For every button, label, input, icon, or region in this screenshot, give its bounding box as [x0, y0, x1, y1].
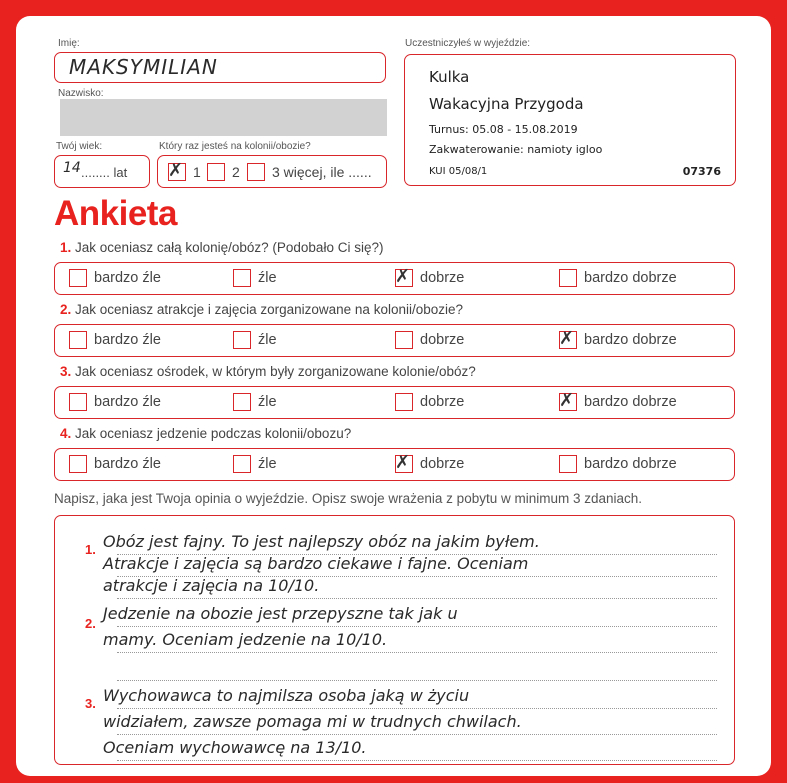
opinion-number: 1. [85, 542, 96, 557]
question-number: 2. [60, 302, 72, 317]
question-number: 1. [60, 240, 72, 255]
option-label: źle [258, 270, 277, 286]
ruled-line [117, 734, 717, 735]
option-label: 1 [193, 164, 201, 180]
checkbox[interactable] [168, 160, 186, 181]
option-label: dobrze [420, 332, 465, 348]
handwritten-line: mamy. Oceniam jedzenie na 10/10. [103, 630, 388, 649]
option-label: źle [258, 456, 277, 472]
checkbox[interactable] [207, 163, 225, 181]
checkbox[interactable] [233, 455, 251, 473]
answer-option[interactable] [395, 392, 464, 412]
check-mark-icon: ✗ [395, 266, 411, 287]
ruled-line [117, 626, 717, 627]
handwritten-line: Oceniam wychowawcę na 13/10. [103, 738, 367, 757]
handwritten-line: widziałem, zawsze pomaga mi w trudnych chwilach. [103, 712, 522, 731]
option-label: bardzo dobrze [584, 332, 677, 348]
which-time-option-1[interactable] [168, 162, 201, 182]
option-label: 2 [232, 164, 240, 180]
question-text: Jak oceniasz atrakcje i zajęcia zorganizowane na kolonii/obozie? [75, 302, 464, 317]
answer-option[interactable] [559, 268, 677, 288]
handwritten-line: atrakcje i zajęcia na 10/10. [103, 576, 320, 595]
checkbox[interactable] [233, 269, 251, 287]
answer-option[interactable] [559, 392, 677, 412]
checkbox[interactable] [395, 452, 413, 473]
ruled-line [117, 598, 717, 599]
question-1 [60, 240, 383, 255]
trip-turnus: Turnus: 05.08 - 15.08.2019 [429, 123, 578, 136]
checkbox[interactable] [233, 331, 251, 349]
first-name-label: Imię: [58, 38, 80, 49]
answer-option[interactable] [559, 330, 677, 350]
check-mark-icon: ✗ [559, 390, 575, 411]
question-text: Jak oceniasz ośrodek, w którym były zorganizowane kolonie/obóz? [75, 364, 476, 379]
handwritten-line: Obóz jest fajny. To jest najlepszy obóz na jakim byłem. [103, 532, 540, 551]
survey-sheet [16, 16, 771, 776]
answer-option[interactable] [395, 330, 464, 350]
question-3 [60, 364, 476, 379]
which-time-option-3[interactable] [247, 162, 372, 182]
ruled-line [117, 708, 717, 709]
survey-title: Ankieta [54, 194, 177, 233]
checkbox[interactable] [559, 328, 577, 349]
option-label: bardzo źle [94, 332, 161, 348]
answer-option[interactable] [395, 454, 464, 474]
answer-option[interactable] [69, 392, 161, 412]
answer-option[interactable] [559, 454, 677, 474]
question-text: Jak oceniasz jedzenie podczas kolonii/obozu? [75, 426, 352, 441]
answer-option[interactable] [233, 330, 277, 350]
checkbox[interactable] [69, 331, 87, 349]
age-field[interactable] [54, 155, 150, 188]
handwritten-line: Wychowawca to najmilsza osoba jaką w życiu [103, 686, 470, 705]
question-number: 3. [60, 364, 72, 379]
checkbox[interactable] [395, 266, 413, 287]
checkbox[interactable] [69, 455, 87, 473]
check-mark-icon: ✗ [168, 160, 184, 181]
question-text: Jak oceniasz całą kolonię/obóz? (Podobało Ci się?) [75, 240, 384, 255]
option-label: bardzo dobrze [584, 270, 677, 286]
ruled-line [117, 760, 717, 761]
trip-info-box [404, 54, 736, 186]
opinion-field[interactable] [54, 515, 735, 765]
opinion-number: 3. [85, 696, 96, 711]
trip-code: KUI 05/08/1 [429, 166, 488, 177]
question-2 [60, 302, 463, 317]
opinion-number: 2. [85, 616, 96, 631]
check-mark-icon: ✗ [559, 328, 575, 349]
option-label: źle [258, 394, 277, 410]
question-4 [60, 426, 351, 441]
option-label: bardzo źle [94, 456, 161, 472]
trip-number: 07376 [682, 165, 721, 178]
checkbox[interactable] [559, 390, 577, 411]
answer-row-4 [54, 448, 735, 481]
checkbox[interactable] [395, 393, 413, 411]
answer-row-2 [54, 324, 735, 357]
handwritten-line: Jedzenie na obozie jest przepyszne tak jak u [103, 604, 458, 623]
answer-option[interactable] [233, 392, 277, 412]
option-label: dobrze [420, 270, 465, 286]
option-label: bardzo źle [94, 270, 161, 286]
trip-name: Kulka [429, 68, 470, 86]
checkbox[interactable] [395, 331, 413, 349]
first-name-field[interactable] [54, 52, 386, 83]
option-label: dobrze [420, 394, 465, 410]
answer-row-3 [54, 386, 735, 419]
option-label: źle [258, 332, 277, 348]
trip-program: Wakacyjna Przygoda [429, 95, 584, 113]
redacted-last-name [60, 99, 387, 136]
option-label: 3 więcej, ile ...... [272, 164, 372, 180]
which-time-label: Który raz jesteś na kolonii/obozie? [159, 141, 311, 152]
trip-accommodation: Zakwaterowanie: namioty igloo [429, 143, 603, 156]
handwritten-line: Atrakcje i zajęcia są bardzo ciekawe i fajne. Oceniam [103, 554, 529, 573]
checkbox[interactable] [233, 393, 251, 411]
checkbox[interactable] [559, 269, 577, 287]
checkbox[interactable] [247, 163, 265, 181]
answer-option[interactable] [395, 268, 464, 288]
trip-label: Uczestniczyłeś w wyjeździe: [405, 38, 531, 49]
checkbox[interactable] [559, 455, 577, 473]
option-label: bardzo dobrze [584, 456, 677, 472]
which-time-option-2[interactable] [207, 162, 240, 182]
first-name-value: MAKSYMILIAN [69, 55, 218, 79]
answer-option[interactable] [69, 330, 161, 350]
answer-option[interactable] [69, 454, 161, 474]
opinion-prompt: Napisz, jaka jest Twoja opinia o wyjeździe. Opisz swoje wrażenia z pobytu w minimum 3 zdaniach. [54, 491, 643, 506]
checkbox[interactable] [69, 393, 87, 411]
age-value: 14 [63, 160, 81, 176]
ruled-line [117, 680, 717, 681]
option-label: bardzo dobrze [584, 394, 677, 410]
age-suffix: ........ lat [81, 165, 128, 180]
which-time-field [157, 155, 387, 188]
last-name-label: Nazwisko: [58, 88, 104, 99]
answer-option[interactable] [233, 454, 277, 474]
option-label: bardzo źle [94, 394, 161, 410]
answer-option[interactable] [69, 268, 161, 288]
ruled-line [117, 652, 717, 653]
check-mark-icon: ✗ [395, 452, 411, 473]
age-label: Twój wiek: [56, 141, 103, 152]
answer-option[interactable] [233, 268, 277, 288]
option-label: dobrze [420, 456, 465, 472]
question-number: 4. [60, 426, 72, 441]
answer-row-1 [54, 262, 735, 295]
checkbox[interactable] [69, 269, 87, 287]
